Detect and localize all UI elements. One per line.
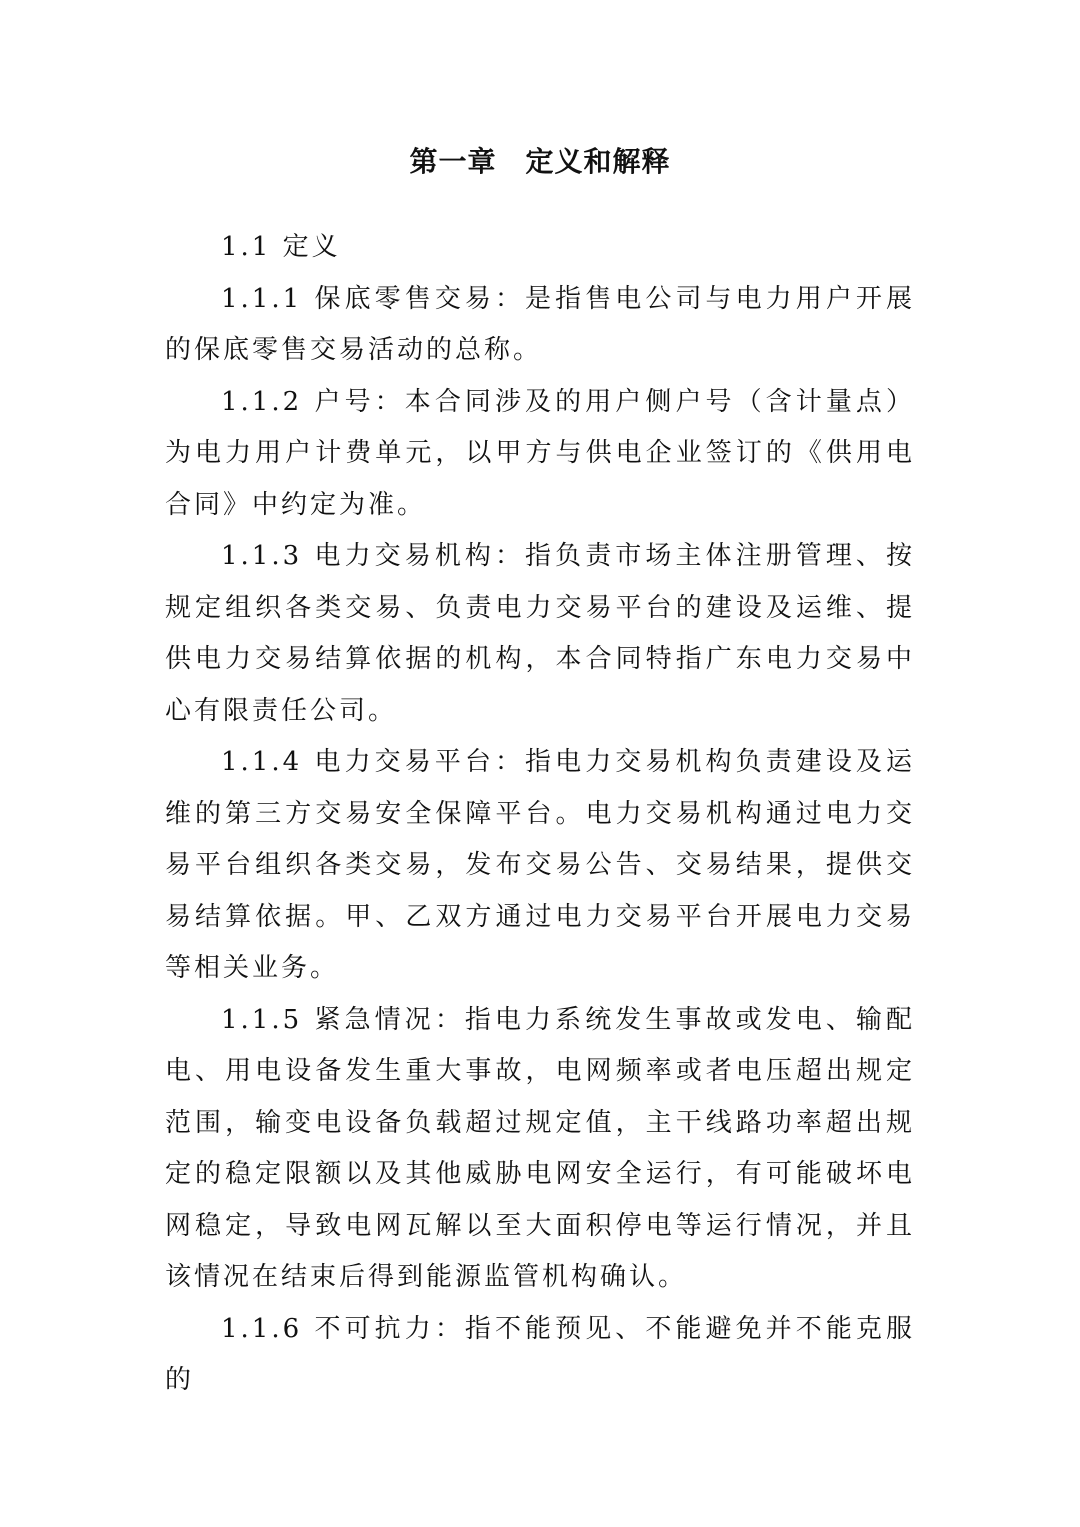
section-heading-1-1: 1.1 定义 bbox=[221, 232, 341, 262]
chapter-title: 第一章 定义和解释 bbox=[409, 145, 671, 178]
definition-1-1-6: 1.1.6 不可抗力：指不能预见、不能避免并不能克服的 bbox=[165, 1313, 915, 1395]
definition-1-1-5: 1.1.5 紧急情况：指电力系统发生事故或发电、输配电、用电设备发生重大事故，电网频率或者电压超出规定范围，输变电设备负载超过规定值，主干线路功率超出规定的稳定限额以及其他威胁电网安全运行，有可能破坏电网稳定，导致电网瓦解以至大面积停电等运行情况，并且该情况在结束后得到能源监管机构确认。 bbox=[165, 1004, 915, 1292]
definition-1-1-3: 1.1.3 电力交易机构：指负责市场主体注册管理、按规定组织各类交易、负责电力交易平台的建设及运维、提供电力交易结算依据的机构，本合同特指广东电力交易中心有限责任公司。 bbox=[165, 541, 915, 726]
definition-1-1-4: 1.1.4 电力交易平台：指电力交易机构负责建设及运维的第三方交易安全保障平台。电力交易机构通过电力交易平台组织各类交易，发布交易公告、交易结果，提供交易结算依据。甲、乙双方通过电力交易平台开展电力交易等相关业务。 bbox=[165, 747, 915, 983]
definition-1-1-2: 1.1.2 户号：本合同涉及的用户侧户号（含计量点）为电力用户计费单元，以甲方与供电企业签订的《供用电合同》中约定为准。 bbox=[165, 386, 915, 520]
definition-1-1-1: 1.1.1 保底零售交易：是指售电公司与电力用户开展的保底零售交易活动的总称。 bbox=[165, 283, 915, 365]
document-body bbox=[165, 222, 915, 1407]
